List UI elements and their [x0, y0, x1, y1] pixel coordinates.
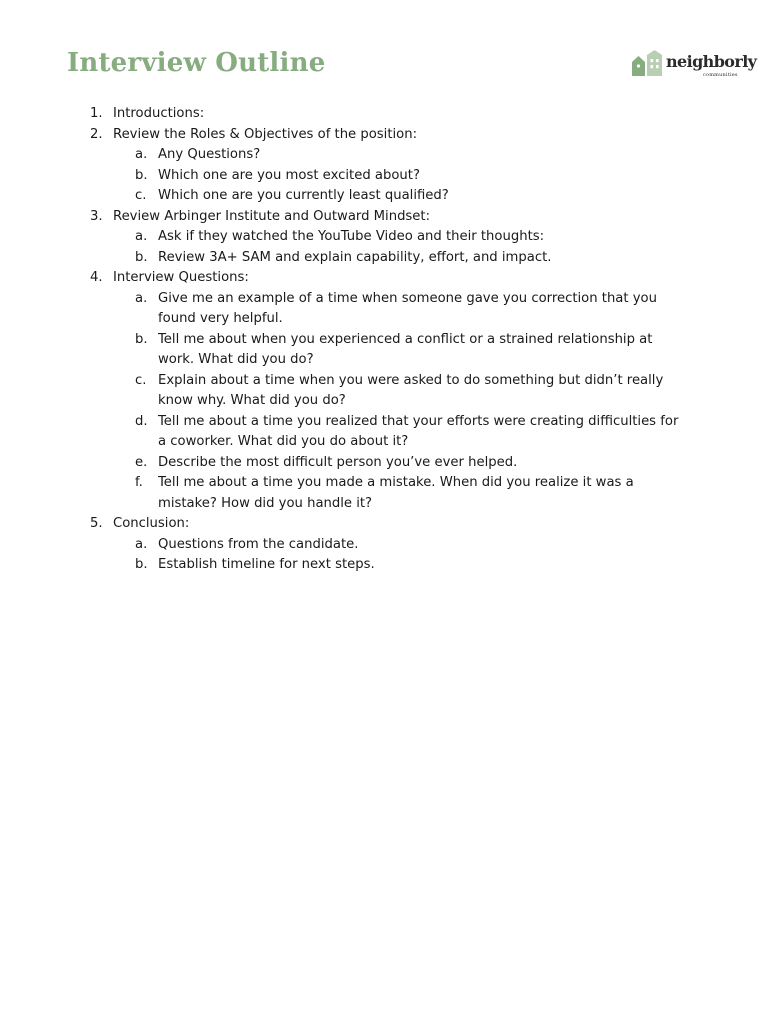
outline-subitem-text: Give me an example of a time when someone gave you correction that you found very helpful. [158, 290, 657, 326]
outline-item [0, 104, 688, 125]
outline-subitem-letter: f. [135, 475, 143, 490]
outline-subitem-text: Explain about a time when you were asked to do something but didn’t really know why. What did you do? [158, 372, 664, 408]
outline-item [0, 125, 688, 207]
neighborly-logo [631, 49, 761, 81]
outline-subitem-letter: d. [135, 413, 148, 429]
outline-subitem-text: Which one are you currently least qualified? [158, 188, 449, 203]
outline-subitem-letter: c. [135, 188, 147, 203]
outline-subitem [113, 145, 688, 166]
outline-subitem-text: Tell me about when you experienced a conflict or a strained relationship at work. What did you do? [158, 331, 653, 367]
outline-subitem-text: Questions from the candidate. [158, 536, 359, 552]
outline-item-text: Review Arbinger Institute and Outward Mindset: [113, 208, 431, 224]
outline-item [0, 207, 688, 269]
outline-subitem [113, 453, 688, 474]
outline-item-number: 4. [90, 270, 103, 285]
outline-item-text: Conclusion: [113, 516, 190, 531]
outline-subitem-text: Tell me about a time you realized that your efforts were creating difficulties for a coworker. What did you do about it? [158, 413, 679, 449]
outline-subitem [113, 412, 688, 453]
outline-item [0, 514, 688, 576]
outline-subitem-text: Review 3A+ SAM and explain capability, effort, and impact. [158, 249, 552, 265]
outline-subitem-letter: a. [135, 229, 148, 244]
outline-subitem-text: Tell me about a time you made a mistake. When did you realize it was a mistake? How did you handle it? [158, 475, 634, 511]
outline-item-text: Interview Questions: [113, 270, 249, 285]
outline-subitem [113, 555, 688, 576]
outline-subitem-letter: a. [135, 147, 148, 162]
outline-subitem-text: Any Questions? [158, 147, 261, 162]
outline-item [0, 268, 688, 514]
outline-subitem [113, 248, 688, 269]
outline-subitem-letter: c. [135, 372, 147, 388]
outline-sublist [113, 289, 688, 515]
outline-item-number: 5. [90, 516, 103, 531]
outline-subitem-text: Ask if they watched the YouTube Video and their thoughts: [158, 229, 545, 244]
outline-subitem [113, 186, 688, 207]
logo-tagline: communities [703, 72, 738, 78]
outline-sublist [113, 227, 688, 268]
outline-item-text: Review the Roles & Objectives of the position: [113, 126, 418, 142]
outline-subitem-letter: a. [135, 290, 148, 306]
outline-sublist [113, 535, 688, 576]
outline-subitem-text: Describe the most difficult person you’ve ever helped. [158, 454, 518, 470]
logo-wordmark: neighborly [666, 52, 757, 71]
houses-icon [631, 49, 663, 77]
outline-item-text: Introductions: [113, 106, 205, 121]
outline-subitem-letter: a. [135, 536, 148, 552]
outline-subitem [113, 227, 688, 248]
outline-subitem-letter: b. [135, 557, 148, 572]
outline-subitem-text: Establish timeline for next steps. [158, 557, 375, 572]
outline-subitem [113, 473, 688, 514]
interview-outline-list [0, 104, 768, 576]
outline-subitem [113, 166, 688, 187]
outline-subitem [113, 371, 688, 412]
outline-subitem [113, 330, 688, 371]
outline-subitem [113, 535, 688, 556]
outline-subitem-letter: b. [135, 331, 148, 347]
outline-subitem-letter: e. [135, 454, 148, 470]
outline-subitem-letter: b. [135, 249, 148, 265]
outline-item-number: 3. [90, 208, 103, 224]
document-title: Interview Outline [67, 48, 326, 78]
outline-subitem-letter: b. [135, 167, 148, 183]
outline-sublist [113, 145, 688, 207]
outline-subitem [113, 289, 688, 330]
house-tall-icon [647, 50, 662, 76]
outline-item-number: 1. [90, 106, 103, 121]
outline-item-number: 2. [90, 126, 103, 142]
outline-subitem-text: Which one are you most excited about? [158, 167, 420, 183]
